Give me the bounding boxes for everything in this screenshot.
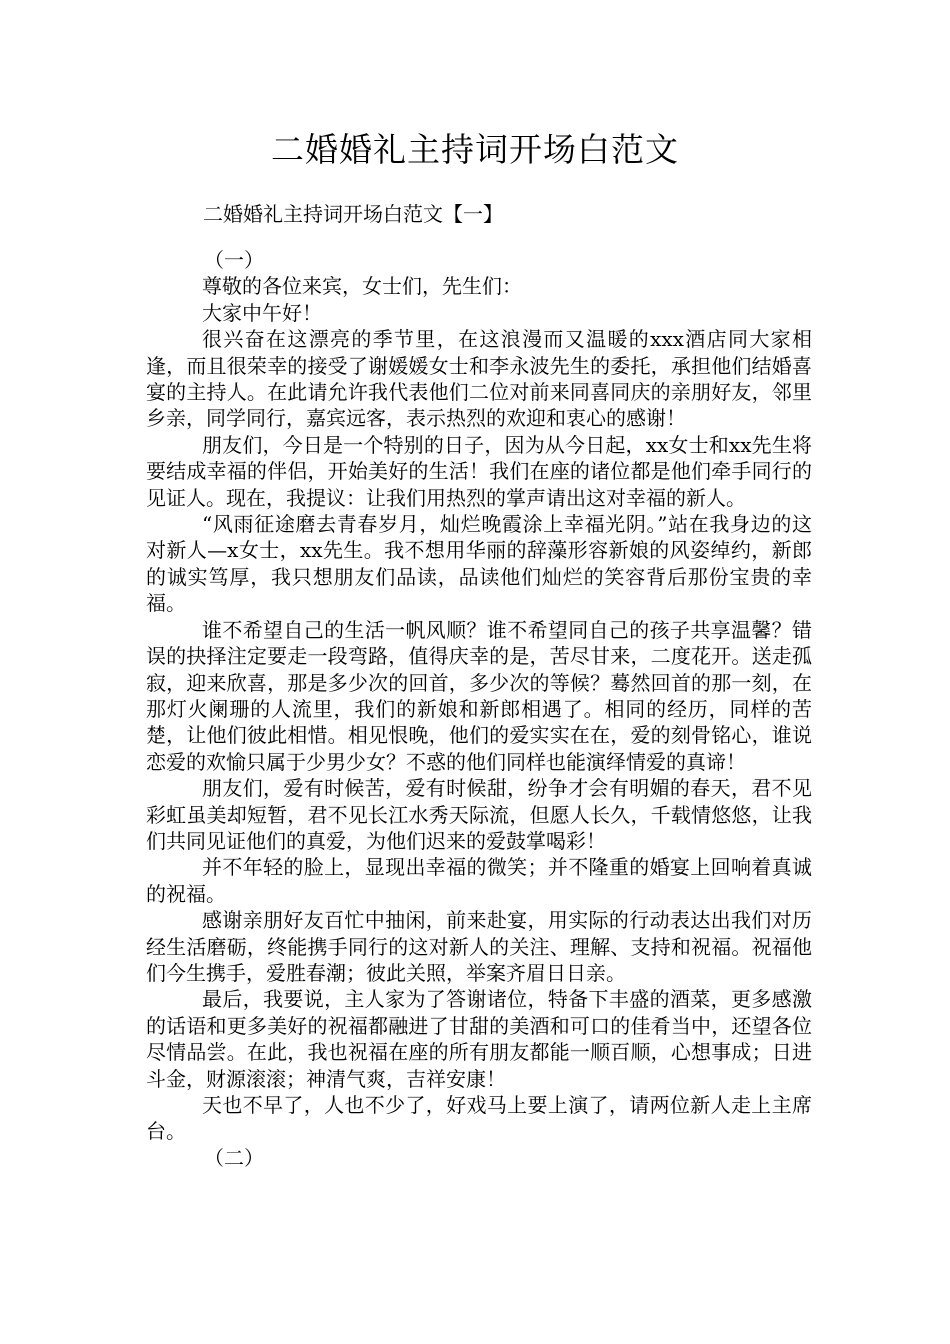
paragraph: 并不年轻的脸上，显现出幸福的微笑；并不隆重的婚宴上回响着真诚的祝福。	[146, 855, 812, 906]
paragraph: “风雨征途磨去青春岁月，灿烂晚霞涂上幸福光阴。”站在我身边的这对新人—x女士，xx先生。我不想用华丽的辞藻形容新娘的风姿绰约，新郎的诚实笃厚，我只想朋友们品读，品读他们灿烂的笑容背后那份宝贵的幸福。	[146, 512, 812, 616]
paragraph: 最后，我要说，主人家为了答谢诸位，特备下丰盛的酒菜，更多感激的话语和更多美好的祝福都融进了甘甜的美酒和可口的佳肴当中，还望各位尽情品尝。在此，我也祝福在座的所有朋友都能一顺百顺，心想事成；日进斗金，财源滚滚；神清气爽，吉祥安康！	[146, 987, 812, 1091]
document-body	[146, 247, 812, 1171]
section-marker: （一）	[204, 248, 264, 272]
salutation: 尊敬的各位来宾，女士们，先生们：	[202, 274, 522, 299]
greeting: 大家中午好！	[202, 300, 322, 325]
section-marker: （二）	[204, 1145, 264, 1170]
paragraph: 朋友们，今日是一个特别的日子，因为从今日起，xx女士和xx先生将要结成幸福的伴侣，开始美好的生活！我们在座的诸位都是他们牵手同行的见证人。现在，我提议：让我们用热烈的掌声请出这对幸福的新人。	[146, 432, 812, 510]
paragraph: 谁不希望自己的生活一帆风顺？谁不希望同自己的孩子共享温馨？错误的抉择注定要走一段弯路，值得庆幸的是，苦尽甘来，二度花开。送走孤寂，迎来欣喜，那是多少次的回首，多少次的等候？蓦然回首的那一刻，在那灯火阑珊的人流里，我们的新娘和新郎相遇了。相同的经历，同样的苦楚，让他们彼此相惜。相见恨晚，他们的爱实实在在，爱的刻骨铭心，谁说恋爱的欢愉只属于少男少女？不惑的他们同样也能演绎情爱的真谛！	[146, 617, 812, 774]
paragraph: 很兴奋在这漂亮的季节里，在这浪漫而又温暖的xxx酒店同大家相逢，而且很荣幸的接受了谢媛媛女士和李永波先生的委托，承担他们结婚喜宴的主持人。在此请允许我代表他们二位对前来同喜同庆的亲朋好友，邻里乡亲，同学同行，嘉宾远客，表示热烈的欢迎和衷心的感谢！	[146, 327, 812, 431]
paragraph: 天也不早了，人也不少了，好戏马上要上演了，请两位新人走上主席台。	[146, 1093, 812, 1144]
section-heading: 二婚婚礼主持词开场白范文【一】	[203, 202, 503, 226]
paragraph: 朋友们，爱有时候苦，爱有时候甜，纷争才会有明媚的春天，君不见彩虹虽美却短暂，君不见长江水秀天际流，但愿人长久，千载情悠悠，让我们共同见证他们的真爱，为他们迟来的爱鼓掌喝彩！	[146, 776, 812, 853]
document-title: 二婚婚礼主持词开场白范文	[271, 130, 679, 169]
paragraph: 感谢亲朋好友百忙中抽闲，前来赴宴，用实际的行动表达出我们对历经生活磨砺，终能携手同行的这对新人的关注、理解、支持和祝福。祝福他们今生携手，爱胜春潮；彼此关照，举案齐眉日日亲。	[146, 908, 812, 985]
